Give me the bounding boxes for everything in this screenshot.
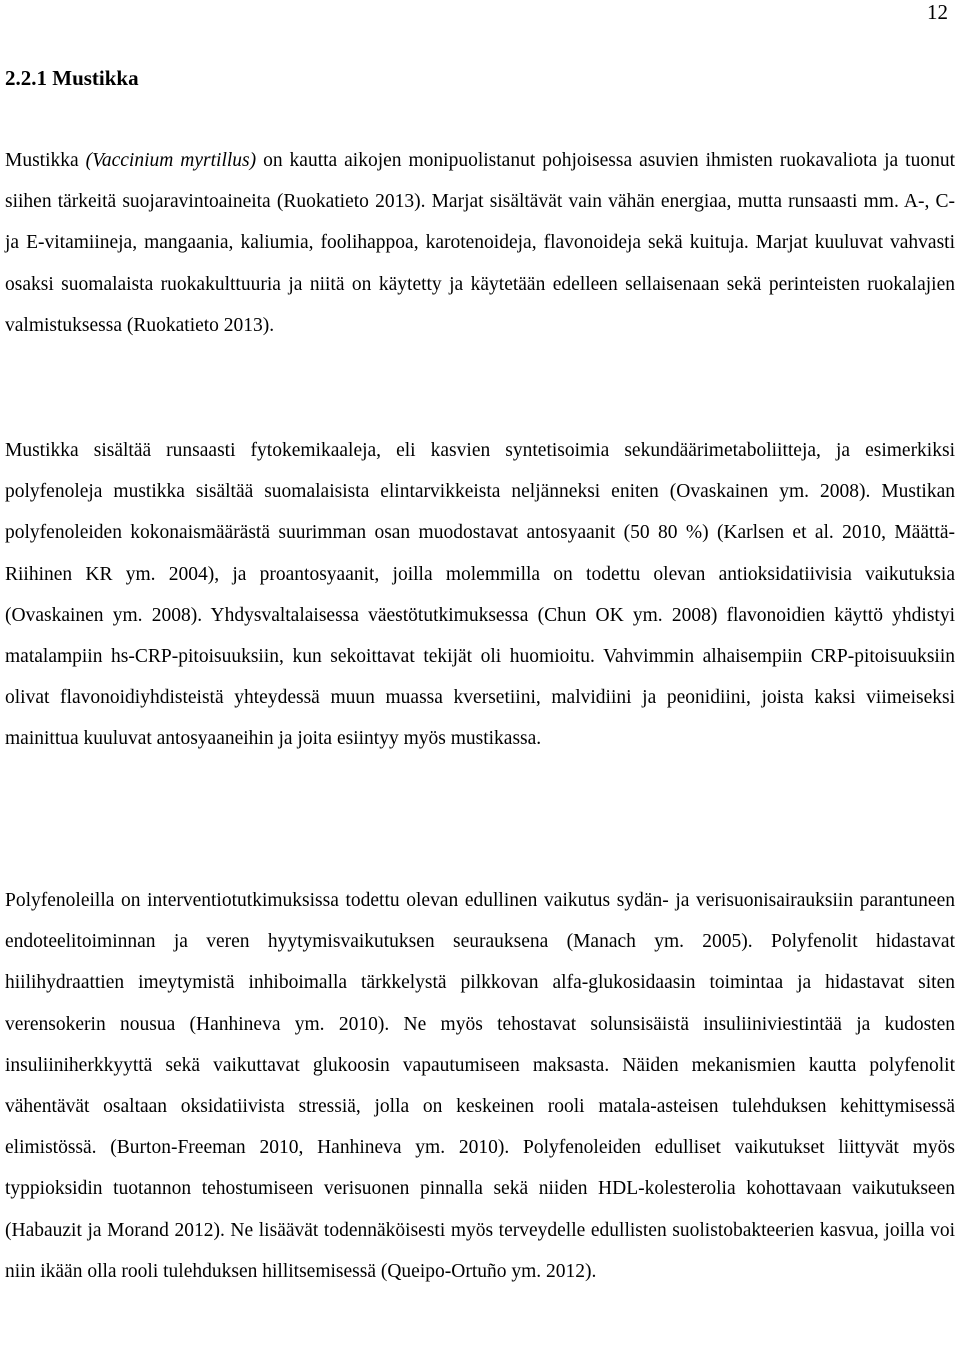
paragraph-2: Mustikka sisältää runsaasti fytokemikaaleja, eli kasvien syntetisoimia sekundäärimetaboliitteja, ja esimerkiksi polyfenoleja mustikka sisältää suomalaisista elintarvikkeista neljänneksi eniten (Ovaskainen ym. 2008). Mustikan polyfenoleiden kokonaismäärästä suurimman osan muodostavat antosyaanit (50 80 %) (Karlsen et al. 2010, Määttä-Riihinen KR ym. 2004), ja proantosyaanit, joilla molemmilla on todettu olevan antioksidatiivisia vaikutuksia (Ovaskainen ym. 2008). Yhdysvaltalaisessa väestötutkimuksessa (Chun OK ym. 2008) flavonoidien käyttö yhdistyi matalampiin hs-CRP-pitoisuuksiin, kun sekoittavat tekijät oli huomioitu. Vahvimmin alhaisempiin CRP-pitoisuuksiin olivat flavonoidiyhdisteistä yhteydessä muun muassa kversetiini, malvidiini ja peonidiini, joista kaksi viimeiseksi mainittua kuuluvat antosyaaneihin ja joita esiintyy myös mustikassa. xyxy=(5,440,955,750)
paragraph-1 xyxy=(5,140,955,346)
paragraph-1-lead: Mustikka xyxy=(5,150,86,171)
paragraph-3: Polyfenoleilla on interventiotutkimuksissa todettu olevan edullinen vaikutus sydän- ja verisuonisairauksiin parantuneen endoteelitoiminnan ja veren hyytymisvaikutuksen seurauksena (Manach ym. 2005). Polyfenolit hidastavat hiilihydraattien imeytymistä inhiboimalla tärkkelystä pilkkovan alfa-glukosidaasin toimintaa ja hidastavat siten verensokerin nousua (Hanhineva ym. 2010). Ne myös tehostavat solunsisäistä insuliiniviestintää ja kudosten insuliiniherkkyyttä sekä vaikuttavat glukoosin vapautumiseen maksasta. Näiden mekanismien kautta polyfenolit vähentävät osaltaan oksidatiivista stressiä, jolla on keskeinen rooli matala-asteisen tulehduksen kehittymisessä elimistössä. (Burton-Freeman 2010, Hanhineva ym. 2010). Polyfenoleiden edulliset vaikutukset liittyvät myös typpioksidin tuotannon tehostumiseen verisuonen pinnalla sekä niiden HDL-kolesterolia kohottavaan vaikutukseen (Habauzit ja Morand 2012). Ne lisäävät todennäköisesti myös terveydelle edullisten suolistobakteerien kasvua, joilla voi niin ikään olla rooli tulehduksen hillitsemisessä (Queipo-Ortuño ym. 2012). xyxy=(5,890,955,1282)
paragraph-1-rest: on kautta aikojen monipuolistanut pohjoisessa asuvien ihmisten ruokavaliota ja tuonut siihen tärkeitä suojaravintoaineita (Ruokatieto 2013). Marjat sisältävät vain vähän energiaa, mutta runsaasti mm. A-, C- ja E-vitamiineja, mangaania, kaliumia, foolihappoa, karotenoideja, flavonoideja sekä kuituja. Marjat kuuluvat vahvasti osaksi suomalaista ruokakulttuuria ja niitä on käytetty ja käytetään edelleen sellaisenaan sekä perinteisten ruokalajien valmistuksessa (Ruokatieto 2013). xyxy=(5,150,955,336)
section-heading: 2.2.1 Mustikka xyxy=(5,66,139,90)
paragraph-1-scientific-name: (Vaccinium myrtillus) xyxy=(85,150,257,171)
page-number: 12 xyxy=(927,0,948,24)
